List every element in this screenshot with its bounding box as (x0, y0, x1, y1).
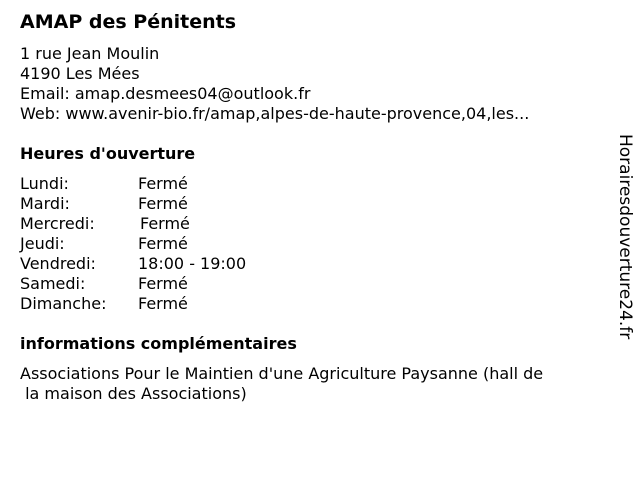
email-line: Email: amap.desmees04@outlook.fr (20, 84, 311, 103)
hours-heading: Heures d'ouverture (20, 144, 196, 163)
info-heading: informations complémentaires (20, 334, 297, 353)
info-line: Associations Pour le Maintien d'une Agriculture Paysanne (hall de (20, 364, 544, 383)
info-line: la maison des Associations) (20, 384, 247, 403)
day-label: Vendredi: (20, 254, 96, 273)
hours-value: Fermé (138, 174, 188, 193)
day-label: Mardi: (20, 194, 70, 213)
hours-value: 18:00 - 19:00 (138, 254, 247, 273)
site-watermark: Horairesdouverture24.fr (615, 134, 635, 340)
place-title: AMAP des Pénitents (20, 11, 237, 33)
web-line: Web: www.avenir-bio.fr/amap,alpes-de-haute-provence,04,les... (20, 104, 530, 123)
hours-value: Fermé (140, 214, 190, 233)
day-label: Jeudi: (20, 234, 65, 253)
address-city: 4190 Les Mées (20, 64, 140, 83)
info-description (20, 364, 595, 404)
address-street: 1 rue Jean Moulin (20, 44, 160, 63)
day-label: Samedi: (20, 274, 86, 293)
hours-value: Fermé (138, 194, 188, 213)
day-label: Lundi: (20, 174, 69, 193)
hours-value: Fermé (138, 274, 188, 293)
hours-value: Fermé (138, 234, 188, 253)
day-label: Mercredi: (20, 214, 95, 233)
hours-value: Fermé (138, 294, 188, 313)
day-label: Dimanche: (20, 294, 107, 313)
